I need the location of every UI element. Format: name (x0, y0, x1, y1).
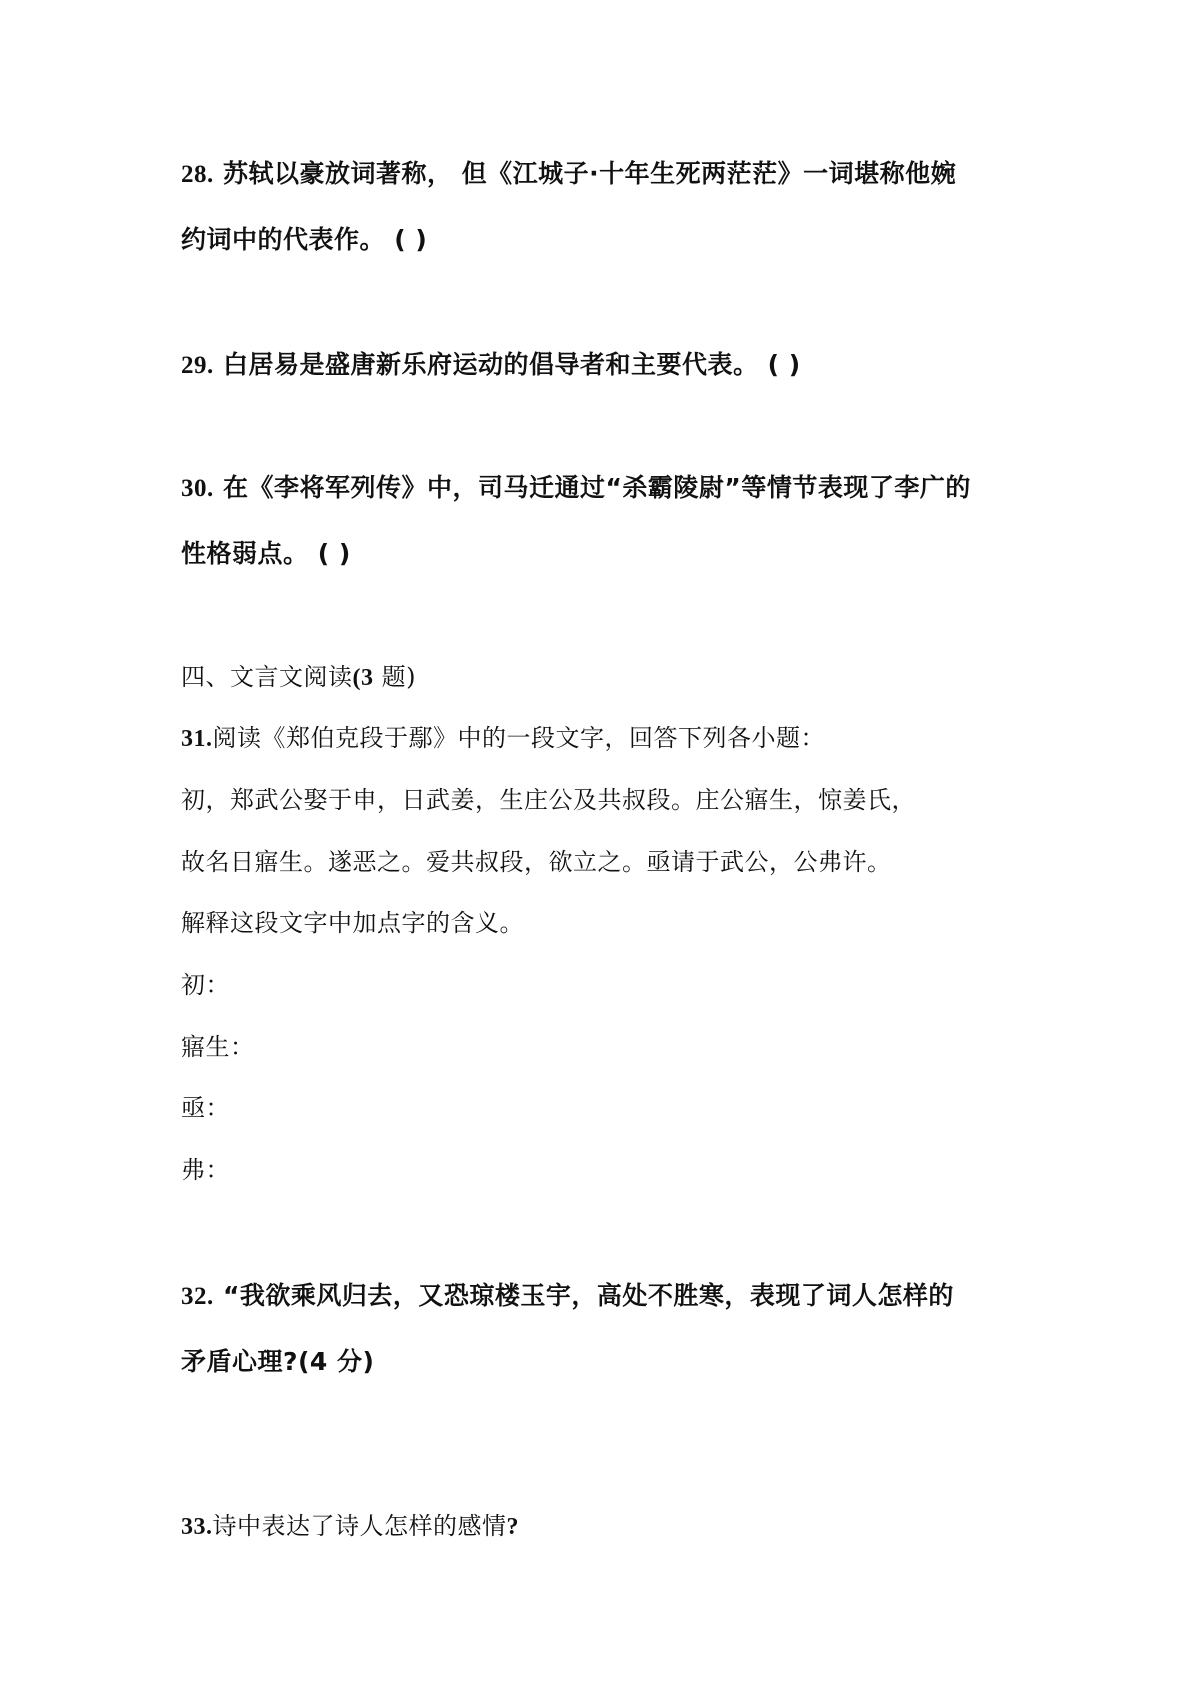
question-33-number: 33. (181, 1514, 213, 1540)
section-4-heading-suffix: 题) (373, 663, 416, 691)
question-30-number: 30. (181, 475, 214, 502)
question-31-prompt: 阅读《郑伯克段于鄢》中的一段文字，回答下列各小题： (212, 724, 825, 752)
passage-line-1: 初，郑武公娶于申，日武姜，生庄公及共叔段。庄公寤生，惊姜氏， (181, 786, 916, 814)
answer-item-chu: 初： (181, 971, 230, 999)
question-28-line-2: 约词中的代表作。 ( ) (181, 225, 428, 254)
question-28-text: 苏轼以豪放词著称， 但《江城子·十年生死两茫茫》一词堪称他婉 (222, 159, 957, 188)
passage-line-2: 故名日寤生。遂恶之。爱共叔段，欲立之。亟请于武公，公弗许。 (181, 848, 892, 876)
question-31-instruction: 解释这段文字中加点字的含义。 (181, 909, 524, 937)
question-28-line-1 (181, 154, 956, 190)
question-33-line (181, 1506, 519, 1541)
question-32-line-2: 矛盾心理?(4 分) (181, 1347, 375, 1376)
question-29-line-1 (181, 345, 801, 381)
question-28-number: 28. (181, 161, 214, 188)
question-30-text: 在《李将军列传》中，司马迁通过“杀霸陵尉”等情节表现了李广的 (222, 473, 971, 502)
question-31-number: 31. (181, 726, 213, 752)
question-29-text: 白居易是盛唐新乐府运动的倡导者和主要代表。 ( ) (222, 350, 801, 379)
section-4-heading-text: 四、文言文阅读 (181, 663, 353, 691)
question-32-number: 32. (181, 1283, 214, 1310)
section-4-heading-count: (3 (352, 665, 374, 691)
question-33-question-mark: ? (506, 1514, 519, 1540)
answer-item-fu: 弗： (181, 1156, 230, 1184)
question-33-text: 诗中表达了诗人怎样的感情 (212, 1512, 507, 1540)
question-30-line-1 (181, 468, 971, 504)
question-30-line-2: 性格弱点。 ( ) (181, 539, 351, 568)
question-29-number: 29. (181, 352, 214, 379)
question-32-text: “我欲乘风归去，又恐琼楼玉宇，高处不胜寒，表现了词人怎样的 (222, 1281, 954, 1310)
question-32-line-1 (181, 1276, 954, 1312)
answer-item-wusheng: 寤生： (181, 1033, 255, 1061)
section-4-heading (181, 657, 416, 692)
answer-item-ji: 亟： (181, 1094, 230, 1122)
question-31-prompt-line (181, 718, 825, 753)
